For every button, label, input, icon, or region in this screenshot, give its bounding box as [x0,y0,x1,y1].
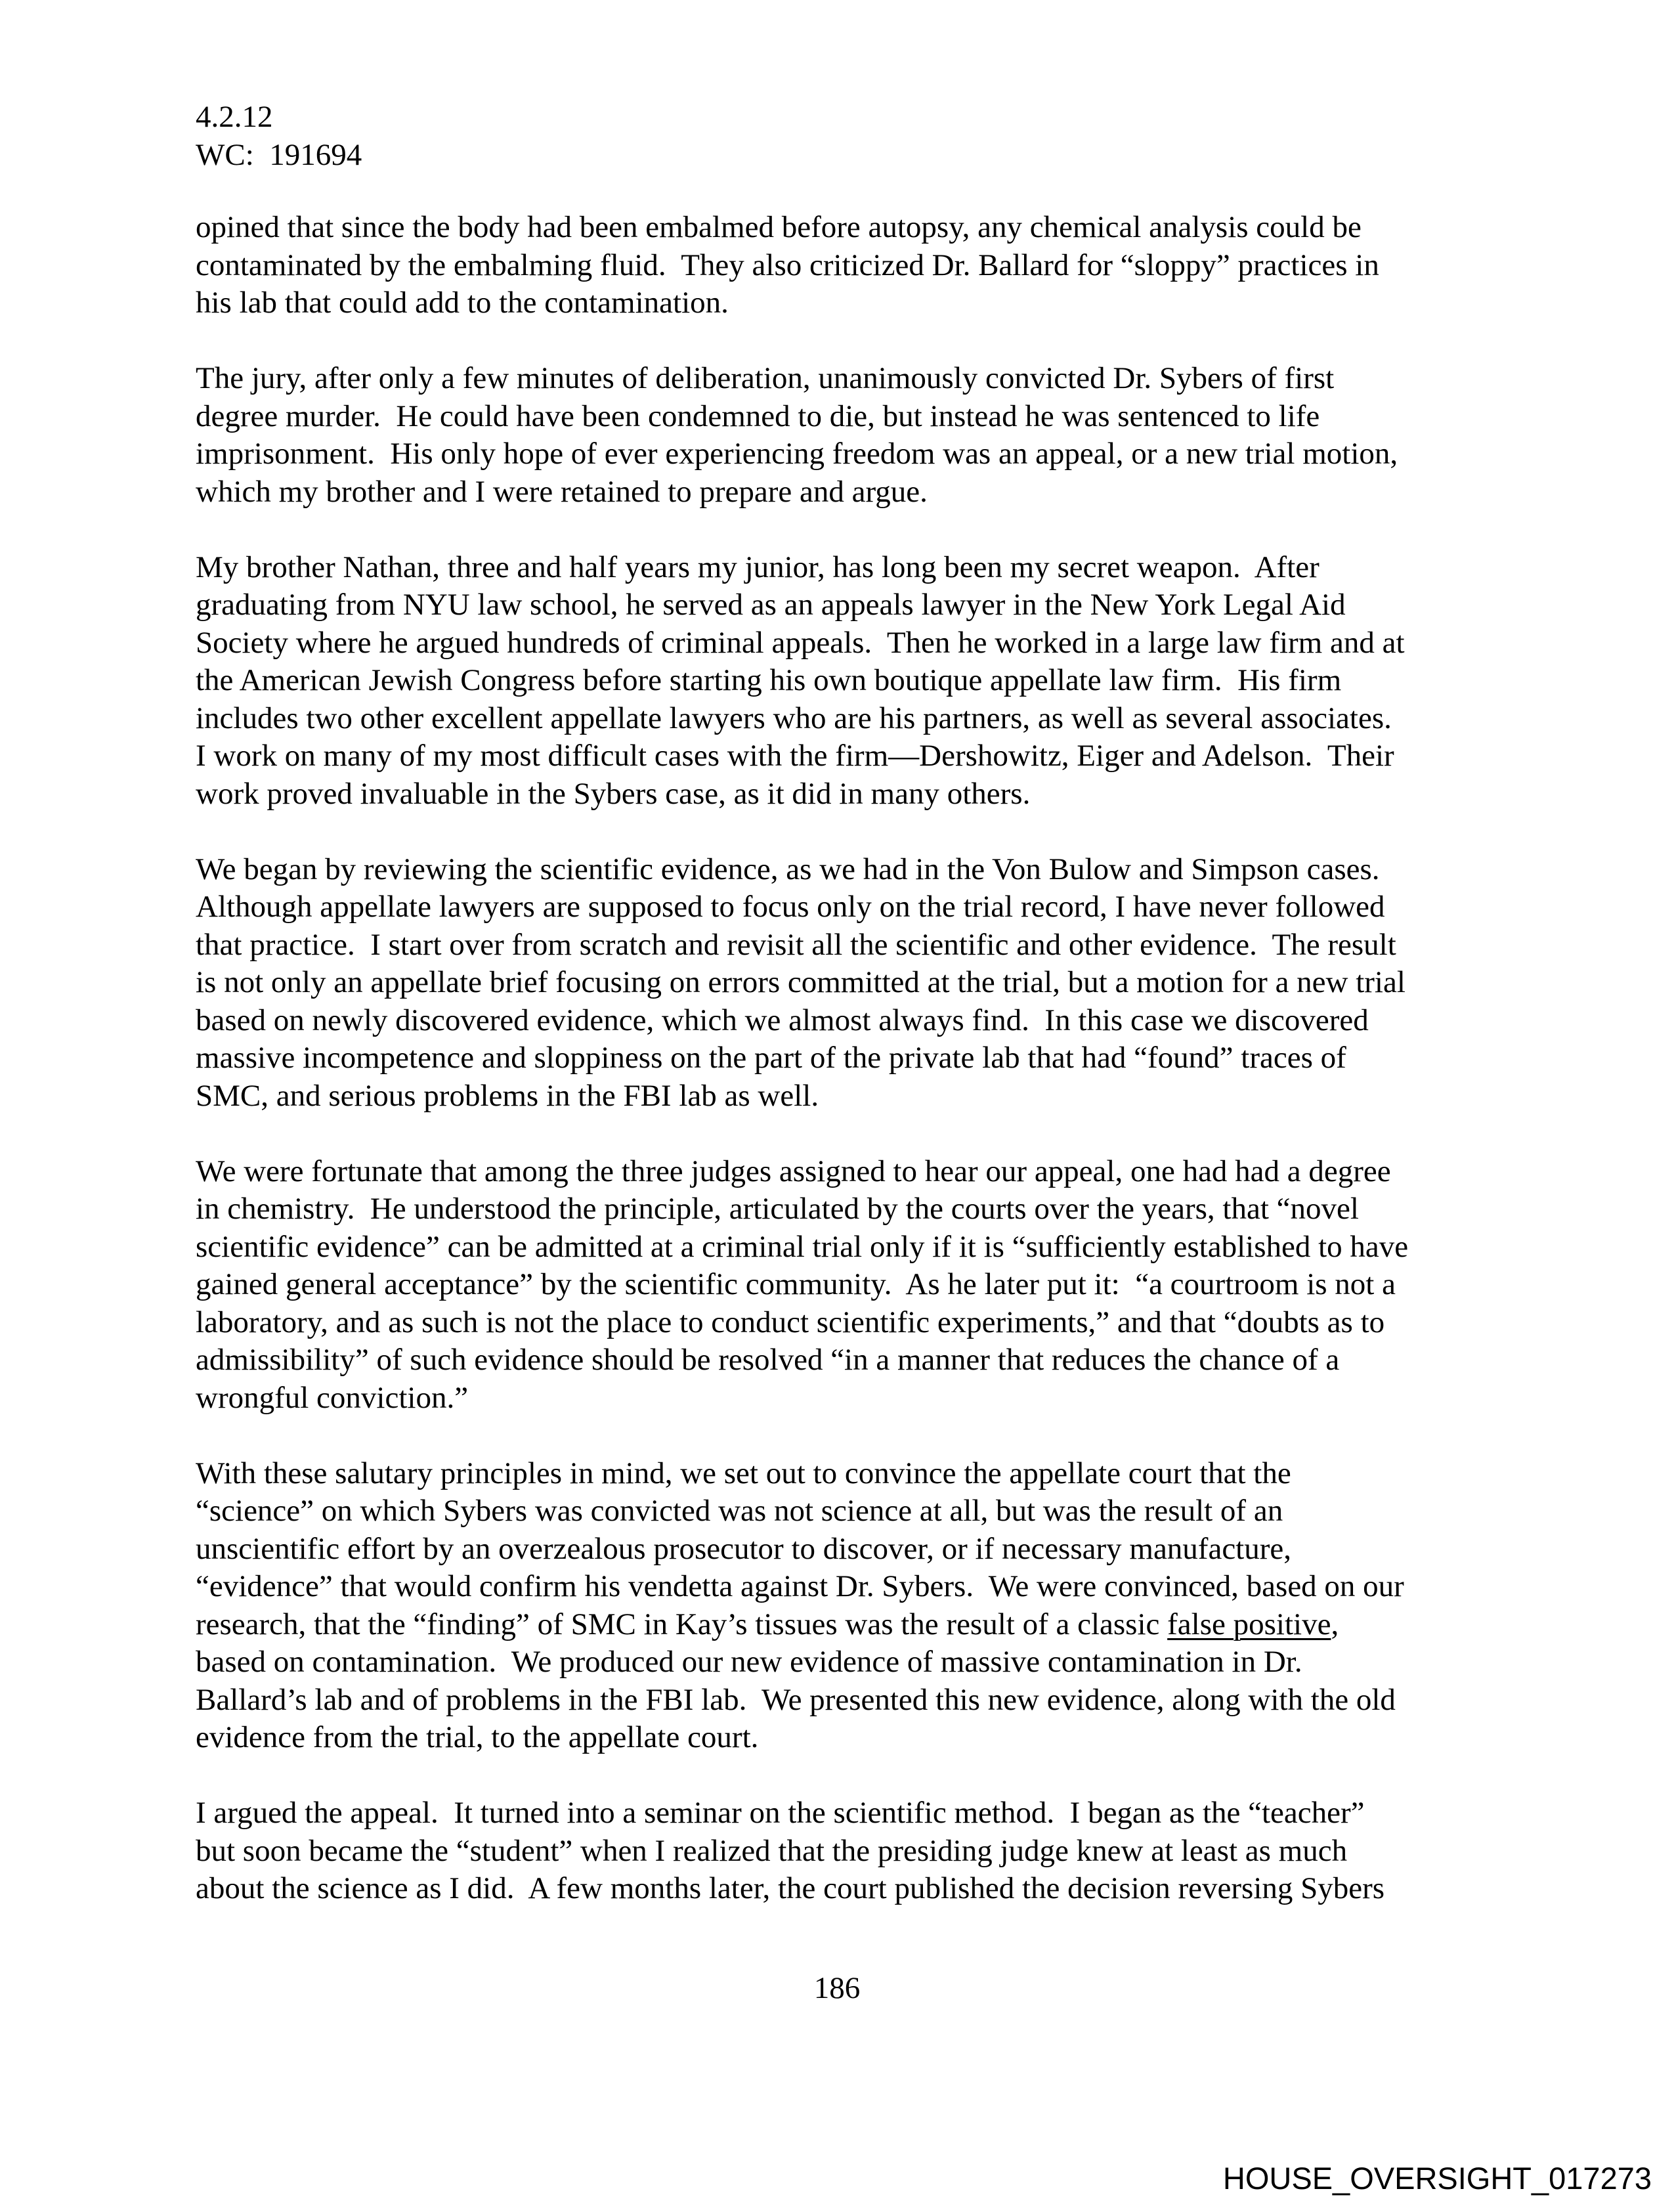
text-line: SMC, and serious problems in the FBI lab as well. [196,1078,819,1113]
text-line: wrongful conviction.” [196,1380,469,1415]
text-line: degree murder. He could have been condemned to die, but instead he was sentenced to life [196,399,1320,433]
text-line: With these salutary principles in mind, we set out to convince the appellate court that the [196,1456,1291,1490]
paragraph-argued-appeal [196,1794,1482,1908]
page-header [196,98,362,174]
text-line: I work on many of my most difficult cases with the firm—Dershowitz, Eiger and Adelson. Their [196,739,1394,773]
text-line: about the science as I did. A few months later, the court published the decision reversing Sybers [196,1871,1385,1905]
text-segment: , [1331,1607,1339,1641]
text-line: which my brother and I were retained to prepare and argue. [196,474,928,509]
text-line: We began by reviewing the scientific evidence, as we had in the Von Bulow and Simpson cases. [196,852,1380,886]
text-line: I argued the appeal. It turned into a seminar on the scientific method. I began as the “teacher” [196,1796,1365,1830]
text-line: imprisonment. His only hope of ever experiencing freedom was an appeal, or a new trial motion, [196,437,1398,471]
header-date: 4.2.12 [196,100,273,134]
paragraph-brother-nathan [196,549,1482,813]
text-line: “evidence” that would confirm his vendetta against Dr. Sybers. We were convinced, based on our [196,1569,1404,1603]
body-text [196,209,1482,1945]
text-line: based on newly discovered evidence, which we almost always find. In this case we discovered [196,1003,1369,1037]
text-line: his lab that could add to the contamination. [196,286,729,320]
text-line: The jury, after only a few minutes of deliberation, unanimously convicted Dr. Sybers of first [196,361,1335,395]
paragraph-salutary-principles [196,1455,1482,1757]
text-line: opined that since the body had been embalmed before autopsy, any chemical analysis could be [196,210,1362,244]
paragraph-jury-verdict [196,360,1482,511]
text-line: the American Jewish Congress before starting his own boutique appellate law firm. His firm [196,663,1342,697]
text-line: contaminated by the embalming fluid. They also criticized Dr. Ballard for “sloppy” practices in [196,248,1379,282]
text-line: unscientific effort by an overzealous prosecutor to discover, or if necessary manufacture, [196,1531,1292,1566]
text-line: massive incompetence and sloppiness on the part of the private lab that had “found” traces of [196,1041,1346,1075]
header-word-count: WC: 191694 [196,137,362,172]
text-line: includes two other excellent appellate lawyers who are his partners, as well as several associates. [196,701,1392,735]
underlined-term: false positive [1167,1607,1331,1641]
bates-stamp: HOUSE_OVERSIGHT_017273 [1222,2161,1652,2196]
text-line: evidence from the trial, to the appellate court. [196,1720,759,1754]
text-line: admissibility” of such evidence should be resolved “in a manner that reduces the chance of a [196,1343,1340,1377]
paragraph-scientific-evidence [196,851,1482,1116]
text-line: laboratory, and as such is not the place to conduct scientific experiments,” and that “doubts as to [196,1305,1385,1339]
text-segment: research, that the “finding” of SMC in Kay’s tissues was the result of a classic [196,1607,1168,1641]
text-line: gained general acceptance” by the scientific community. As he later put it: “a courtroom is not a [196,1267,1396,1301]
text-line: scientific evidence” can be admitted at a criminal trial only if it is “sufficiently established to have [196,1229,1409,1264]
text-line: Ballard’s lab and of problems in the FBI lab. We presented this new evidence, along with the old [196,1682,1396,1717]
text-line: but soon became the “student” when I realized that the presiding judge knew at least as much [196,1833,1348,1868]
paragraph-judges [196,1153,1482,1418]
text-line: graduating from NYU law school, he served as an appeals lawyer in the New York Legal Aid [196,588,1346,622]
text-line: Although appellate lawyers are supposed to focus only on the trial record, I have never followed [196,890,1385,924]
paragraph-embalming [196,209,1482,322]
text-line: is not only an appellate brief focusing on errors committed at the trial, but a motion for a new trial [196,965,1406,999]
text-line: in chemistry. He understood the principle, articulated by the courts over the years, that “novel [196,1192,1359,1226]
text-line: that practice. I start over from scratch and revisit all the scientific and other evidence. The result [196,927,1396,962]
text-line: work proved invaluable in the Sybers case, as it did in many others. [196,776,1031,811]
text-line: We were fortunate that among the three judges assigned to hear our appeal, one had had a degree [196,1154,1391,1188]
text-line: based on contamination. We produced our new evidence of massive contamination in Dr. [196,1645,1302,1679]
text-line-with-underline [196,1606,1482,1644]
text-line: “science” on which Sybers was convicted was not science at all, but was the result of an [196,1494,1283,1528]
text-line: Society where he argued hundreds of criminal appeals. Then he worked in a large law firm and at [196,625,1405,660]
text-line: My brother Nathan, three and half years my junior, has long been my secret weapon. After [196,550,1320,584]
page-number: 186 [813,1971,861,2005]
